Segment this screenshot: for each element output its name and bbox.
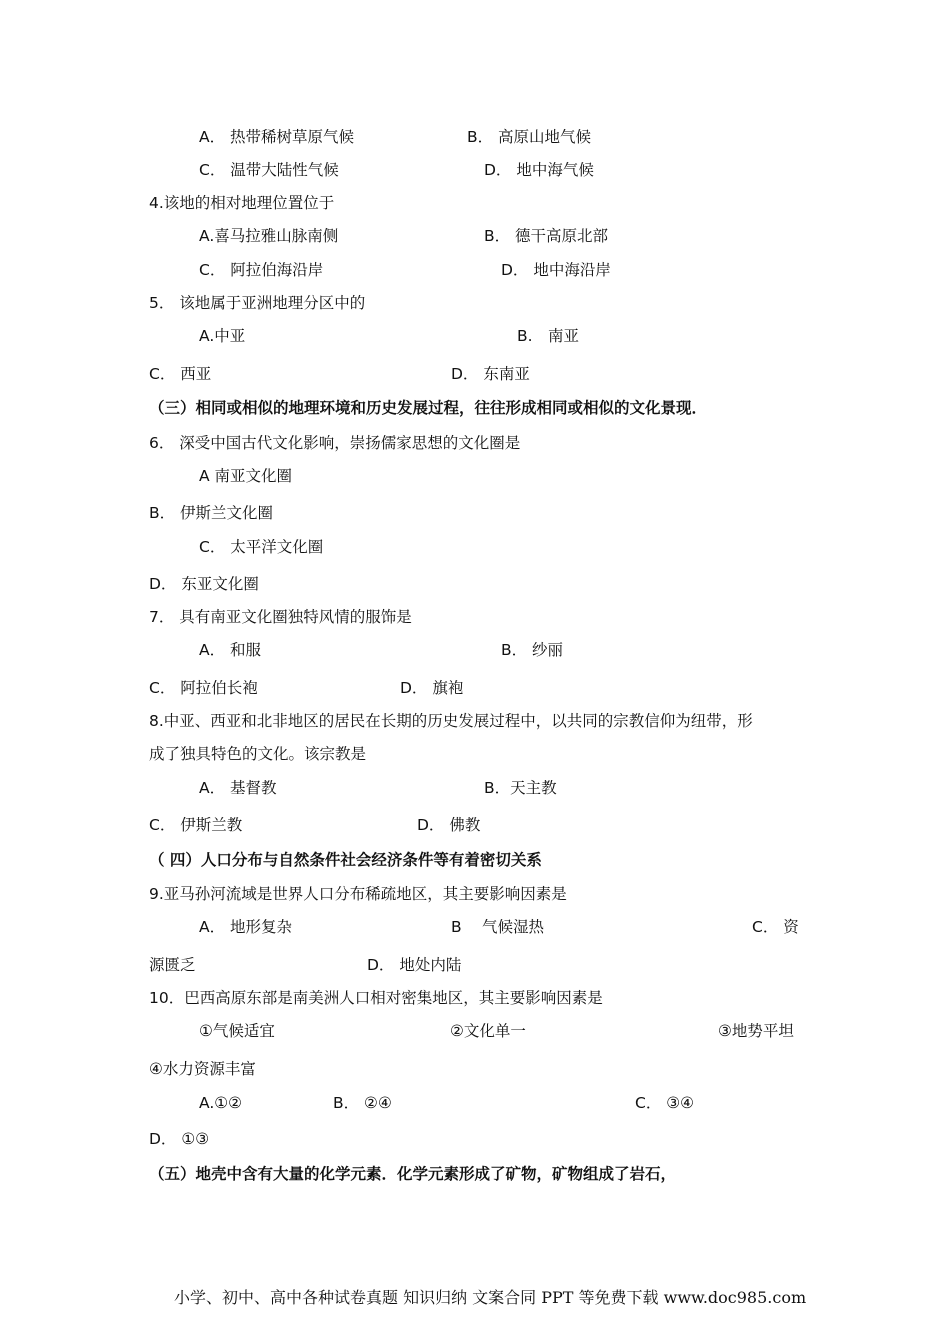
q10-option-c: C． ③④ [635, 1094, 695, 1112]
q5-option-c: C． 西亚 [149, 365, 212, 383]
q6-stem: 6． 深受中国古代文化影响，崇扬儒家思想的文化圈是 [149, 434, 521, 452]
q4-option-c: C． 阿拉伯海沿岸 [199, 261, 324, 279]
q8-option-d: D． 佛教 [417, 816, 481, 834]
q9-option-a: A． 地形复杂 [199, 918, 293, 936]
q8-stem-line2: 成了独具特色的文化。该宗教是 [149, 745, 367, 763]
q4-option-a: A.喜马拉雅山脉南侧 [199, 227, 339, 245]
q6-option-d: D． 东亚文化圈 [149, 575, 259, 593]
section-heading-3: （三）相同或相似的地理环境和历史发展过程，往往形成相同或相似的文化景现． [149, 399, 708, 417]
q3-option-d: D． 地中海气候 [484, 161, 594, 179]
q5-option-a: A.中亚 [199, 327, 246, 345]
q5-option-d: D． 东南亚 [451, 365, 530, 383]
q7-option-b: B． 纱丽 [501, 641, 564, 659]
q6-option-a: A 南亚文化圈 [199, 467, 293, 485]
q10-item-1: ①气候适宜 [199, 1022, 275, 1040]
q10-stem: 10．巴西高原东部是南美洲人口相对密集地区，其主要影响因素是 [149, 989, 603, 1007]
section-heading-4: （ 四）人口分布与自然条件社会经济条件等有着密切关系 [149, 851, 542, 869]
q5-option-b: B. 南亚 [517, 327, 580, 345]
q9-option-d: D． 地处内陆 [367, 956, 462, 974]
q8-option-c: C． 伊斯兰教 [149, 816, 243, 834]
q9-option-c-part2: 源匮乏 [149, 956, 196, 974]
q8-stem-line1: 8.中亚、西亚和北非地区的居民在长期的历史发展过程中，以共同的宗教信仰为纽带，形 [149, 712, 753, 730]
q5-stem: 5． 该地属于亚洲地理分区中的 [149, 294, 366, 312]
q4-stem: 4.该地的相对地理位置位于 [149, 194, 335, 212]
q7-option-d: D． 旗袍 [400, 679, 464, 697]
q4-option-b: B． 德干高原北部 [484, 227, 609, 245]
q7-option-c: C． 阿拉伯长袍 [149, 679, 258, 697]
q4-option-d: D． 地中海沿岸 [501, 261, 611, 279]
section-heading-5: （五）地壳中含有大量的化学元素．化学元素形成了矿物，矿物组成了岩石， [149, 1165, 677, 1183]
q9-option-b: B 气候湿热 [451, 918, 545, 936]
q6-option-b: B． 伊斯兰文化圈 [149, 504, 274, 522]
q10-item-2: ②文化单一 [450, 1022, 526, 1040]
q3-option-b: B． 高原山地气候 [467, 128, 592, 146]
q3-option-a: A． 热带稀树草原气候 [199, 128, 355, 146]
q8-option-a: A． 基督教 [199, 779, 277, 797]
q9-stem: 9.亚马孙河流域是世界人口分布稀疏地区，其主要影响因素是 [149, 885, 567, 903]
page-footer: 小学、初中、高中各种试卷真题 知识归纳 文案合同 PPT 等免费下载 www.doc985.com [174, 1288, 807, 1307]
q8-option-b: B．天主教 [484, 779, 557, 797]
q7-stem: 7． 具有南亚文化圈独特风情的服饰是 [149, 608, 412, 626]
q10-item-4: ④水力资源丰富 [149, 1060, 256, 1078]
q3-option-c: C． 温带大陆性气候 [199, 161, 339, 179]
q10-item-3: ③地势平坦 [718, 1022, 794, 1040]
q10-option-a: A.①② [199, 1094, 243, 1112]
q7-option-a: A． 和服 [199, 641, 262, 659]
q10-option-b: B． ②④ [333, 1094, 392, 1112]
q6-option-c: C． 太平洋文化圈 [199, 538, 324, 556]
q9-option-c-part1: C． 资 [752, 918, 799, 936]
q10-option-d: D． ①③ [149, 1130, 210, 1148]
